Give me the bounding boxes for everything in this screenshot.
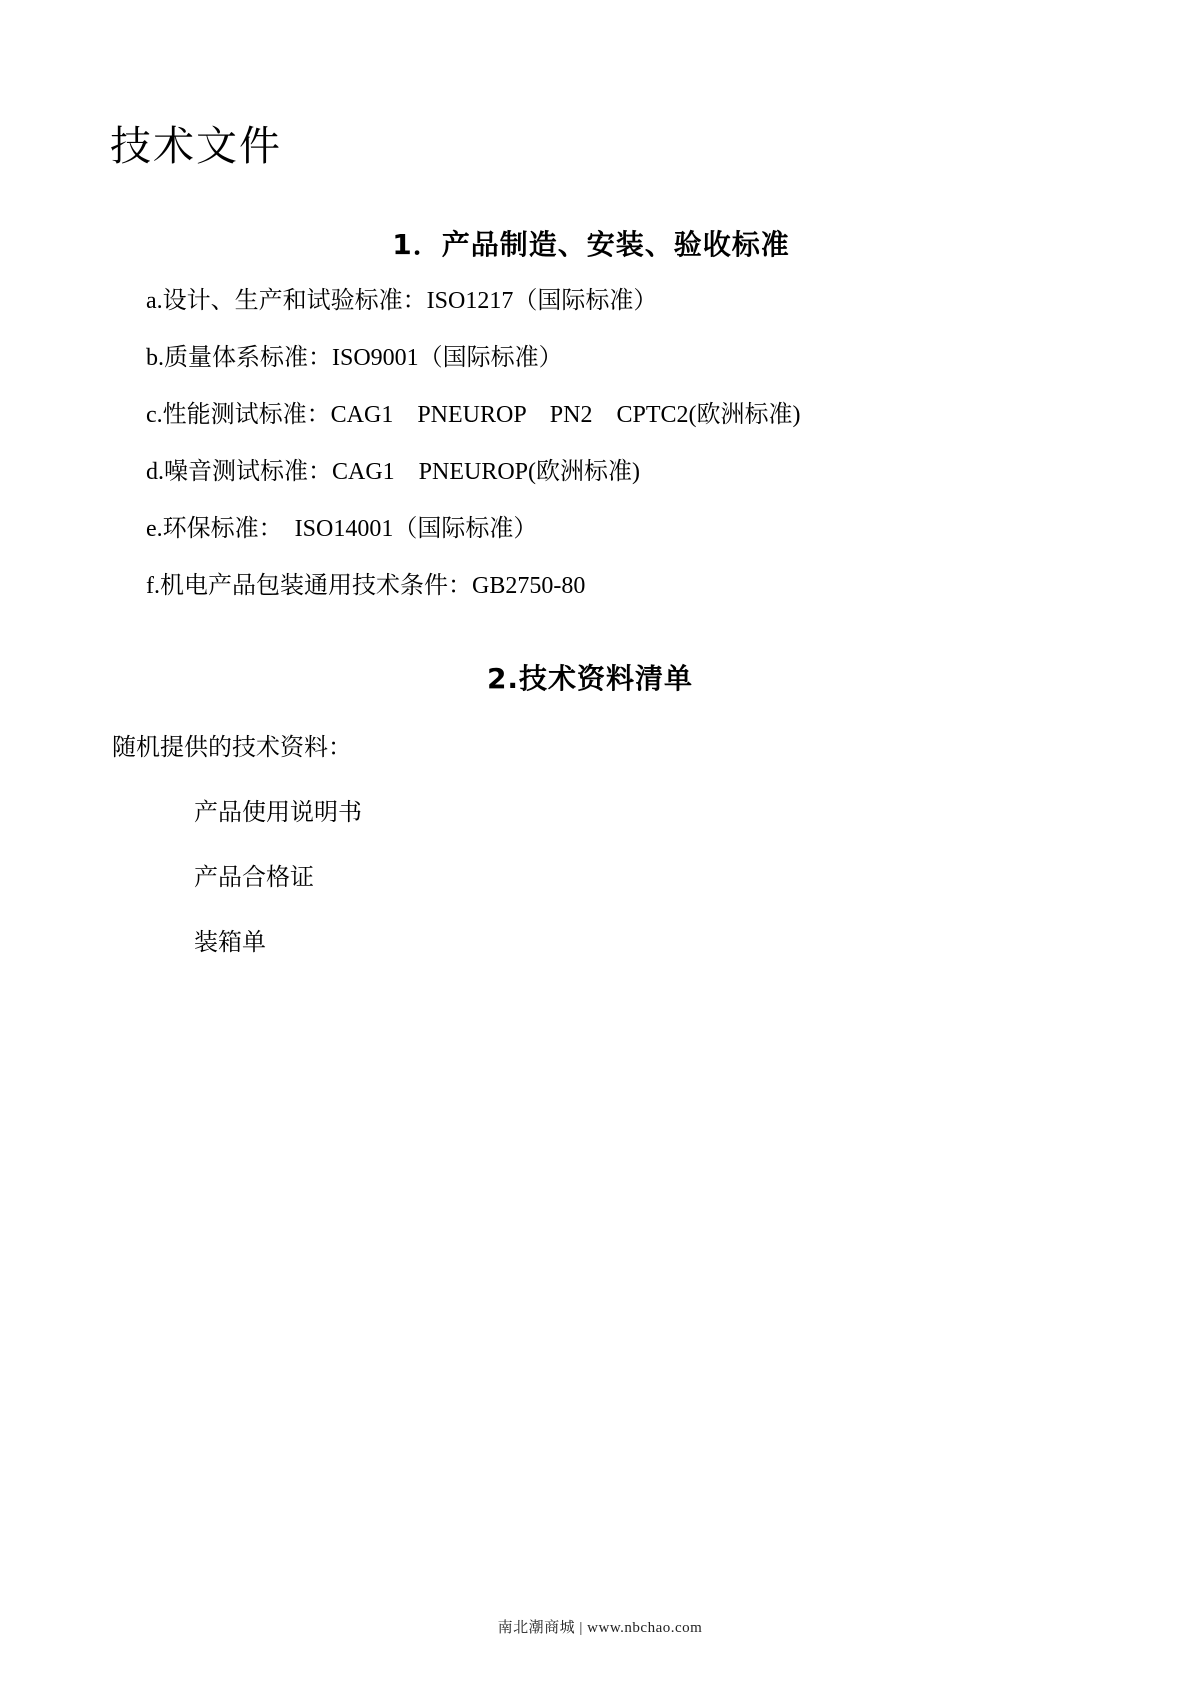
list-item: 装箱单 <box>194 930 266 957</box>
list-item: a.设计、生产和试验标准：ISO1217（国际标准） <box>146 288 658 315</box>
list-item: 产品合格证 <box>194 865 314 892</box>
list-item: 产品使用说明书 <box>194 800 362 827</box>
list-item: c.性能测试标准：CAG1 PNEUROP PN2 CPTC2(欧洲标准) <box>146 402 801 429</box>
list-item: d.噪音测试标准：CAG1 PNEUROP(欧洲标准) <box>146 459 641 486</box>
page-title: 技术文件 <box>110 122 282 170</box>
documents-intro: 随机提供的技术资料： <box>112 735 352 762</box>
document-body <box>110 0 1090 1697</box>
list-item: b.质量体系标准：ISO9001（国际标准） <box>146 345 563 372</box>
page-footer: 南北潮商城 | www.nbchao.com <box>497 1620 703 1636</box>
section-heading-documents: 2.技术资料清单 <box>486 662 694 696</box>
section-heading-standards: 1．产品制造、安装、验收标准 <box>392 228 790 262</box>
standards-list <box>110 263 1090 598</box>
documents-list <box>110 762 1090 957</box>
list-item: f.机电产品包装通用技术条件：GB2750-80 <box>146 573 586 600</box>
list-item: e.环保标准： ISO14001（国际标准） <box>146 516 538 543</box>
